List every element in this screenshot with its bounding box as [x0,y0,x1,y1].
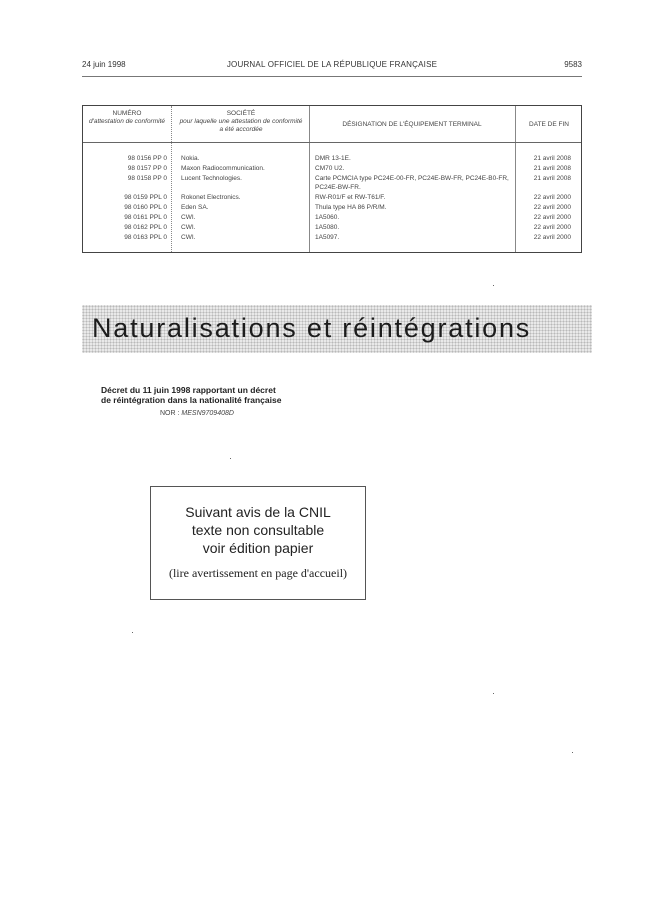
scan-speck [493,285,494,286]
cell-numero: 98 0162 PPL 0 [124,224,167,231]
cnil-notice-box [150,486,366,600]
cell-date: 21 avril 2008 [533,155,571,162]
cell-societe: CWI. [181,234,196,241]
cell-numero: 98 0159 PPL 0 [124,194,167,201]
cell-societe: CWI. [181,224,196,231]
cell-designation: CM70 U2. [315,165,345,172]
cell-numero: 98 0160 PPL 0 [124,204,167,211]
header-row-divider [83,142,581,143]
table-row [83,223,581,233]
cell-numero: 98 0158 PP 0 [127,175,167,182]
header-divider [82,76,582,77]
section-banner [82,305,592,353]
table-row [83,233,581,243]
cell-date: 22 avril 2000 [533,234,571,241]
cell-numero: 98 0156 PP 0 [127,155,167,162]
decree-title-line: de réintégration dans la nationalité française [101,395,282,405]
cell-designation: Thula type HA 86 P/R/M. [315,204,387,211]
cell-date: 22 avril 2000 [533,224,571,231]
table-row [83,193,581,203]
table-row [83,203,581,213]
header-date: 24 juin 1998 [82,60,126,69]
table-row [83,164,581,174]
cell-numero: 98 0163 PPL 0 [124,234,167,241]
notice-line: Suivant avis de la CNIL [185,504,331,520]
cell-date: 22 avril 2000 [533,214,571,221]
attestation-table [82,105,582,253]
cell-designation: 1A5080. [315,224,340,231]
cell-designation: Carte PCMCIA type PC24E-00-FR, PC24E-BW-FR, PC24E-B0-FR, PC24E-BW-FR. [315,175,509,191]
scan-speck [493,693,494,694]
nor-label: NOR : [160,410,180,417]
scan-speck [572,752,573,753]
col-header-designation: DÉSIGNATION DE L'ÉQUIPEMENT TERMINAL [342,121,482,128]
cell-designation: DMR 13-1E. [315,155,351,162]
cell-date: 21 avril 2008 [533,165,571,172]
nor-code: MESN9709408D [181,410,234,417]
scan-speck [132,632,133,633]
nor-reference [160,410,234,417]
notice-line: texte non consultable [191,522,325,538]
table-row [83,154,581,164]
cell-societe: Eden SA. [181,204,209,211]
section-title: Naturalisations et réintégrations [92,313,532,343]
cell-designation: 1A5060. [315,214,340,221]
col-header-numero: NUMÉRO d'attestation de conformité [88,110,166,125]
page-header [82,60,582,74]
notice-warning-line: (lire avertissement en page d'accueil) [168,566,348,580]
cell-numero: 98 0157 PP 0 [127,165,167,172]
table-body [83,154,581,243]
cell-numero: 98 0161 PPL 0 [124,214,167,221]
table-row [83,213,581,223]
cell-date: 22 avril 2000 [533,204,571,211]
header-page-number: 9583 [564,60,582,69]
scan-speck [230,458,231,459]
decree-title-line: Décret du 11 juin 1998 rapportant un décret [101,385,276,395]
cell-date: 22 avril 2000 [533,194,571,201]
cell-date: 21 avril 2008 [533,175,571,182]
cell-designation: RW-R01/F et RW-T61/F. [315,194,386,201]
header-journal-title: JOURNAL OFFICIEL DE LA RÉPUBLIQUE FRANÇAISE [226,60,438,69]
notice-line: voir édition papier [202,540,314,556]
col-header-societe: SOCIÉTÉ pour laquelle une attestation de conformité a été accordée [179,110,303,133]
cell-designation: 1A5097. [315,234,340,241]
cell-societe: Maxon Radiocommunication. [181,165,265,172]
table-row [83,174,581,193]
cell-societe: Nokia. [181,155,200,162]
decree-title [101,385,281,405]
cell-societe: Lucent Technologies. [181,175,242,182]
cell-societe: Rokonet Electronics. [181,194,241,201]
cell-societe: CWI. [181,214,196,221]
col-header-date: DATE DE FIN [529,121,569,128]
